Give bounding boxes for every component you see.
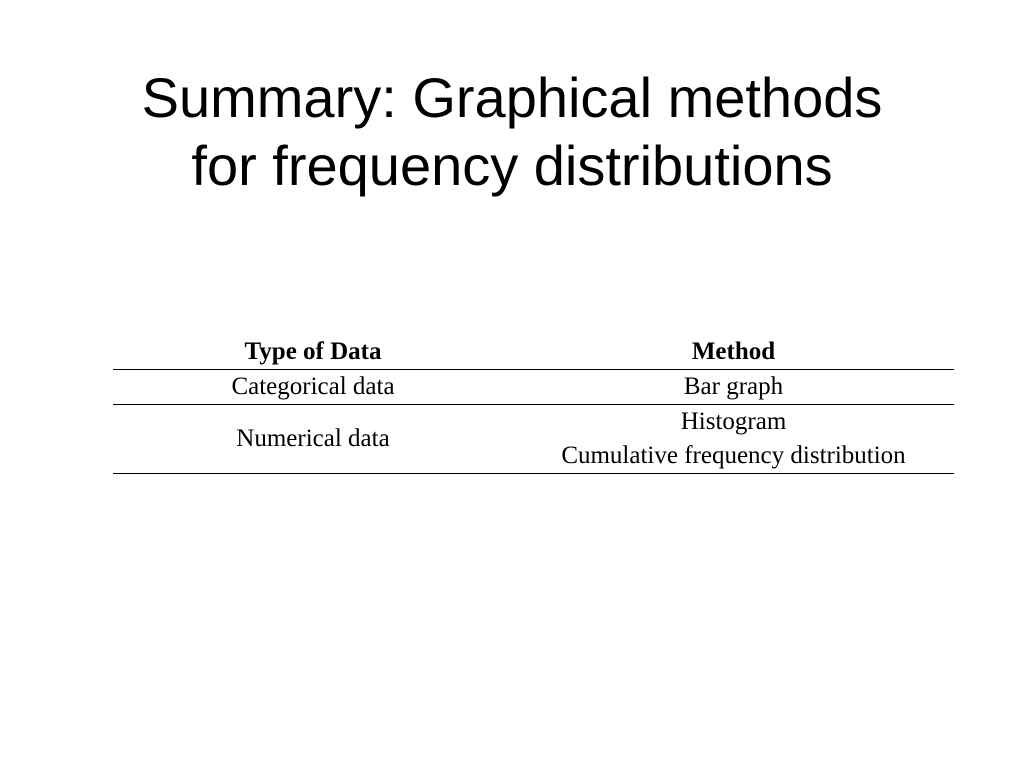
method-item: Cumulative frequency distribution (561, 442, 906, 469)
slide-title-line-2: for frequency distributions (191, 134, 833, 197)
method-item: Histogram (680, 408, 787, 435)
slide-title (0, 64, 1024, 200)
cell-method (513, 405, 954, 474)
cell-method (513, 370, 954, 405)
header-type-of-data: Type of Data (113, 333, 513, 370)
header-method: Method (513, 333, 954, 370)
slide-title-line-1: Summary: Graphical methods (141, 66, 883, 129)
table-row (113, 405, 954, 474)
table-header-row (113, 333, 954, 370)
table-row (113, 370, 954, 405)
cell-type: Numerical data (113, 405, 513, 474)
cell-type: Categorical data (113, 370, 513, 405)
method-item: Bar graph (683, 373, 784, 400)
summary-table (113, 333, 954, 474)
